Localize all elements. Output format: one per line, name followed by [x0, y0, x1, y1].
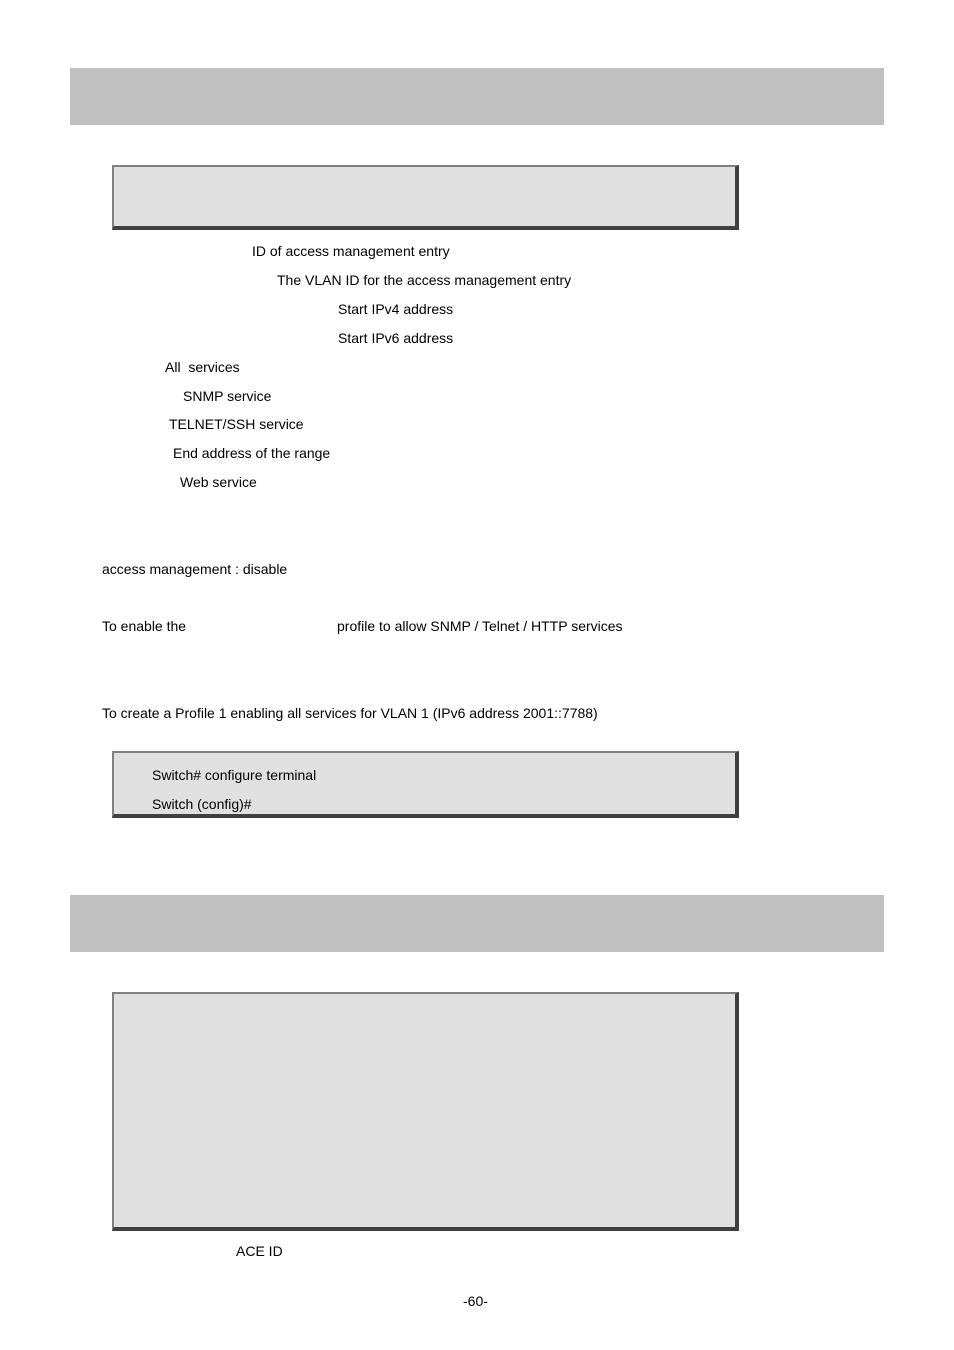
usage-rest-text: profile to allow SNMP / Telnet / HTTP services: [337, 618, 623, 634]
param-telnet-ssh-service: TELNET/SSH service: [169, 416, 304, 432]
usage-lead-text: To enable the: [102, 618, 187, 634]
param-ace-id: ACE ID: [236, 1243, 283, 1259]
command-syntax-box-2: [112, 992, 739, 1231]
param-all-services: All services: [165, 359, 240, 375]
section-header-band: [70, 68, 884, 125]
param-start-ipv4: Start IPv4 address: [338, 301, 454, 317]
example-line-1: Switch# configure terminal: [152, 767, 317, 783]
param-start-ipv6: Start IPv6 address: [338, 330, 454, 346]
param-vlan-id: The VLAN ID for the access management entry: [277, 272, 572, 288]
param-end-address: End address of the range: [173, 445, 331, 461]
command-syntax-box: [112, 165, 739, 230]
section-header-band-2: [70, 895, 884, 952]
example-intro: To create a Profile 1 enabling all services for VLAN 1 (IPv6 address 2001::7788): [102, 705, 598, 721]
default-value-text: access management : disable: [102, 561, 288, 577]
example-line-2: Switch (config)#: [152, 796, 252, 812]
param-entry-id: ID of access management entry: [252, 243, 450, 259]
param-web-service: Web service: [180, 474, 257, 490]
param-snmp-service: SNMP service: [183, 388, 272, 404]
page-number: -60-: [463, 1293, 488, 1309]
